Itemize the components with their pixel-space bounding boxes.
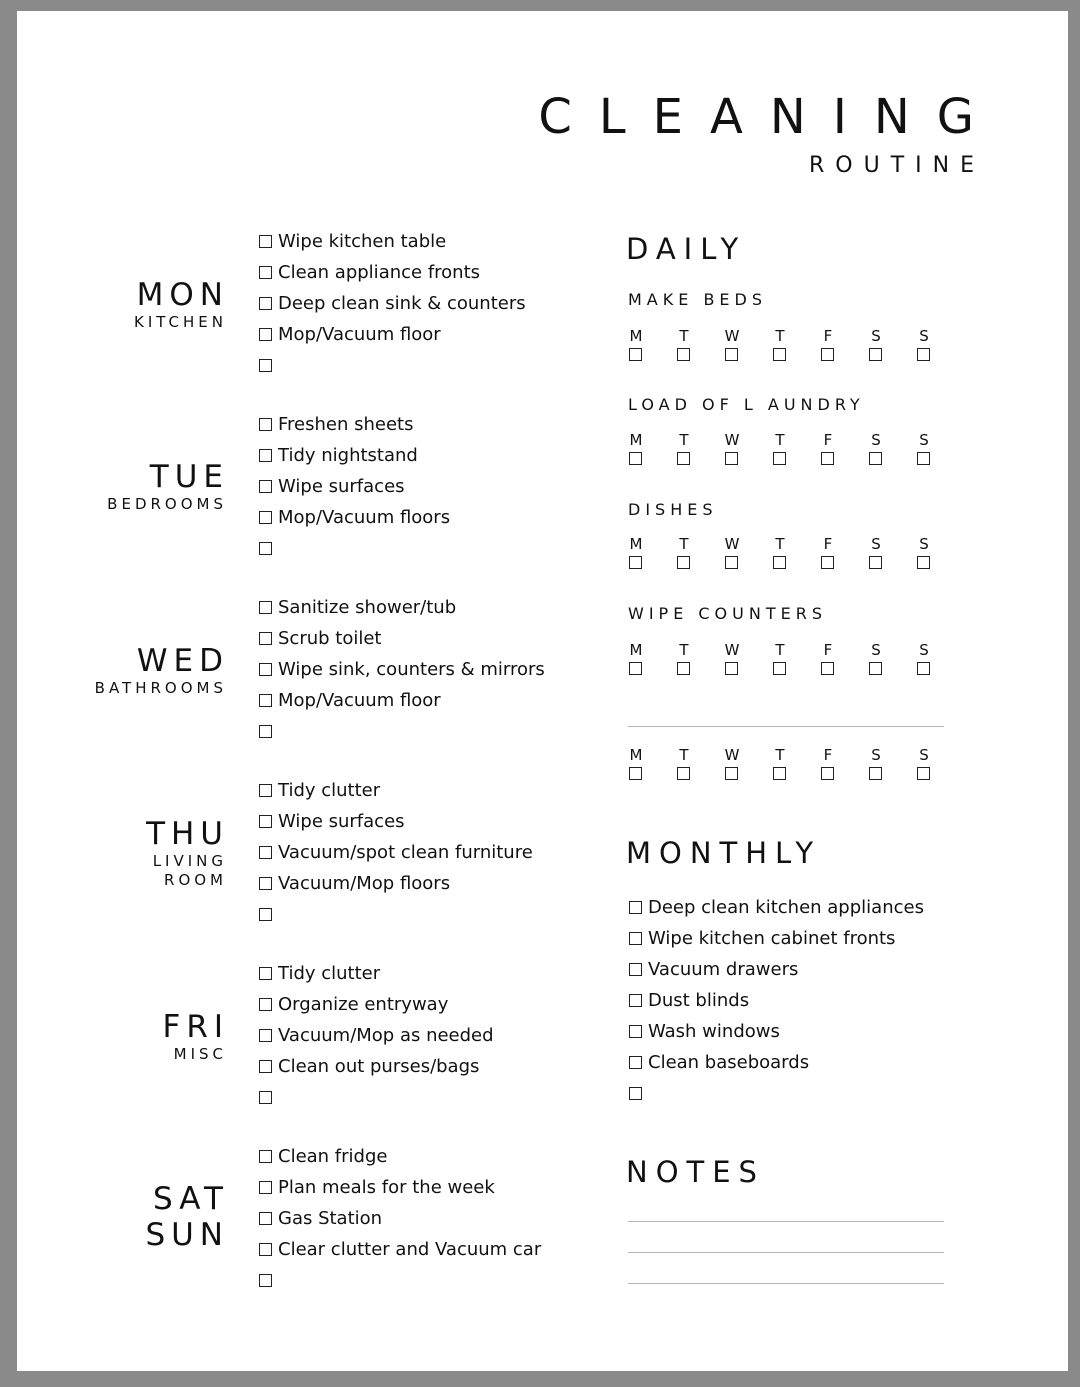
day-name: SUN [145,1217,229,1253]
task-item[interactable] [259,257,526,288]
day-heading-thu [146,816,229,890]
checkbox-icon[interactable] [917,662,930,675]
checkbox-icon[interactable] [725,662,738,675]
checkbox-icon[interactable] [259,266,272,279]
checkbox-icon[interactable] [259,998,272,1011]
day-name: THU [146,816,229,852]
checkbox-icon[interactable] [629,1056,642,1069]
weekday-label: T [775,327,785,345]
checkbox-icon[interactable] [259,815,272,828]
weekday-cell [818,641,838,675]
day-heading-tue [107,459,229,514]
checkbox-icon[interactable] [917,348,930,361]
task-item[interactable] [259,288,526,319]
checkbox-icon[interactable] [917,556,930,569]
checkbox-icon[interactable] [629,556,642,569]
task-item[interactable] [629,892,924,923]
checkbox-icon[interactable] [677,767,690,780]
checkbox-icon[interactable] [773,767,786,780]
habit-label: MAKE BEDS [628,290,767,309]
task-label: Tidy nightstand [278,445,418,466]
day-area: KITCHEN [134,313,227,331]
checkbox-icon[interactable] [821,767,834,780]
weekday-label: T [775,431,785,449]
day-heading-fri [162,1009,229,1064]
weekday-label: T [679,535,689,553]
task-list-wed [259,592,545,747]
weekday-cell [866,746,886,780]
checkbox-icon[interactable] [259,480,272,493]
notes-line[interactable] [628,1252,944,1253]
monthly-heading: MONTHLY [626,836,822,870]
weekday-label: F [823,327,833,345]
day-area: BEDROOMS [107,495,227,513]
weekday-label: S [919,641,929,659]
page-title: CLEANING [538,89,1001,145]
weekday-label: W [724,535,740,553]
weekday-label: S [871,431,881,449]
checkbox-icon[interactable] [629,932,642,945]
weekday-cell [866,327,886,361]
weekday-cell [770,535,790,569]
task-label: Clean out purses/bags [278,1056,480,1077]
weekday-label: W [724,746,740,764]
task-item[interactable] [259,440,450,471]
weekday-cell [626,431,646,465]
task-list-fri [259,958,494,1113]
habit-week-grid [626,327,946,367]
task-label: Clean appliance fronts [278,262,481,283]
checkbox-icon[interactable] [917,452,930,465]
task-item[interactable] [259,1234,541,1265]
weekday-cell [674,431,694,465]
weekday-cell [722,431,742,465]
weekday-label: S [871,746,881,764]
checkbox-icon[interactable] [821,556,834,569]
weekday-label: M [629,641,643,659]
task-item[interactable] [259,1051,494,1082]
task-item[interactable] [259,775,533,806]
checkbox-icon[interactable] [629,452,642,465]
weekday-cell [818,431,838,465]
checkbox-icon[interactable] [629,963,642,976]
task-item[interactable] [259,592,545,623]
checkbox-icon[interactable] [259,297,272,310]
checkbox-icon[interactable] [259,328,272,341]
weekday-cell [770,746,790,780]
checkbox-icon[interactable] [869,767,882,780]
day-name: TUE [149,459,229,495]
task-item[interactable] [259,471,450,502]
checkbox-icon[interactable] [259,1029,272,1042]
checkbox-icon[interactable] [677,662,690,675]
weekday-label: T [679,746,689,764]
weekday-cell [626,746,646,780]
checkbox-icon[interactable] [259,967,272,980]
weekday-cell [674,535,694,569]
task-item[interactable] [259,1020,494,1051]
task-item[interactable] [259,958,494,989]
checkbox-icon[interactable] [629,1025,642,1038]
task-item[interactable] [259,989,494,1020]
habit-week-grid [626,641,946,681]
task-item[interactable] [259,623,545,654]
day-area: BATHROOMS [94,679,227,697]
weekday-label: W [724,327,740,345]
checkbox-icon[interactable] [821,452,834,465]
task-item[interactable] [259,350,526,381]
task-item[interactable] [259,1141,541,1172]
task-list-tue [259,409,450,564]
task-label: Tidy clutter [278,780,381,801]
task-item[interactable] [259,1265,541,1296]
notes-line[interactable] [628,1283,944,1284]
weekday-cell [914,641,934,675]
habit-label: DISHES [628,500,718,519]
checkbox-icon[interactable] [259,784,272,797]
task-label: Mop/Vacuum floors [278,507,451,528]
checkbox-icon[interactable] [259,1243,272,1256]
checkbox-icon[interactable] [725,348,738,361]
checkbox-icon[interactable] [259,542,272,555]
task-label: Freshen sheets [278,414,414,435]
task-list-thu [259,775,533,930]
checkbox-icon[interactable] [869,662,882,675]
weekday-label: M [629,746,643,764]
task-label: Vacuum drawers [648,959,799,980]
task-label: Clean baseboards [648,1052,810,1073]
weekday-cell [914,431,934,465]
task-label: Deep clean sink & counters [278,293,526,314]
notes-line[interactable] [628,1221,944,1222]
checkbox-icon[interactable] [917,767,930,780]
task-label: Wipe surfaces [278,476,405,497]
checkbox-icon[interactable] [259,359,272,372]
weekday-label: S [871,327,881,345]
task-label: Plan meals for the week [278,1177,495,1198]
weekday-cell [674,641,694,675]
checkbox-icon[interactable] [259,1060,272,1073]
day-heading-wed [94,643,229,698]
weekday-label: T [679,327,689,345]
task-label: Wash windows [648,1021,780,1042]
day-name: MON [136,277,229,313]
weekday-label: S [919,746,929,764]
checkbox-icon[interactable] [259,632,272,645]
weekday-label: S [919,431,929,449]
weekday-label: F [823,746,833,764]
task-item[interactable] [629,985,924,1016]
weekday-label: S [871,641,881,659]
weekday-cell [914,746,934,780]
checkbox-icon[interactable] [259,449,272,462]
weekday-label: T [775,535,785,553]
weekday-label: M [629,431,643,449]
task-item[interactable] [259,1082,494,1113]
task-item[interactable] [259,716,545,747]
task-label: Clear clutter and Vacuum car [278,1239,542,1260]
task-label: Wipe sink, counters & mirrors [278,659,545,680]
checkbox-icon[interactable] [259,511,272,524]
checkbox-icon[interactable] [725,556,738,569]
checkbox-icon[interactable] [629,662,642,675]
task-label: Wipe surfaces [278,811,405,832]
task-item[interactable] [259,533,450,564]
notes-heading: NOTES [626,1155,765,1189]
checkbox-icon[interactable] [677,348,690,361]
task-label: Wipe kitchen cabinet fronts [648,928,896,949]
day-heading-mon [134,277,229,332]
weekday-cell [770,641,790,675]
day-area-line: LIVING [152,852,227,870]
task-item[interactable] [259,226,526,257]
checkbox-icon[interactable] [725,452,738,465]
task-label: Mop/Vacuum floor [278,324,441,345]
checkbox-icon[interactable] [677,452,690,465]
task-label: Gas Station [278,1208,383,1229]
cleaning-routine-sheet [17,11,1068,1371]
task-item[interactable] [259,319,526,350]
day-name: FRI [162,1009,229,1045]
weekday-cell [722,535,742,569]
weekday-label: T [679,431,689,449]
weekday-cell [866,535,886,569]
task-label: Vacuum/Mop as needed [278,1025,494,1046]
weekday-label: M [629,327,643,345]
task-label: Deep clean kitchen appliances [648,897,924,918]
task-item[interactable] [259,409,450,440]
checkbox-icon[interactable] [869,556,882,569]
weekday-label: S [871,535,881,553]
checkbox-icon[interactable] [629,348,642,361]
task-label: Sanitize shower/tub [278,597,457,618]
task-label: Dust blinds [648,990,750,1011]
weekday-cell [914,327,934,361]
task-item[interactable] [259,654,545,685]
task-item[interactable] [259,1203,541,1234]
checkbox-icon[interactable] [629,901,642,914]
checkbox-icon[interactable] [259,725,272,738]
custom-habit-line[interactable] [628,726,944,727]
weekday-label: T [679,641,689,659]
weekday-label: M [629,535,643,553]
checkbox-icon[interactable] [259,694,272,707]
weekday-label: F [823,431,833,449]
weekday-label: F [823,641,833,659]
checkbox-icon[interactable] [629,994,642,1007]
checkbox-icon[interactable] [259,235,272,248]
daily-heading: DAILY [626,232,747,266]
task-label: Scrub toilet [278,628,382,649]
weekday-cell [770,431,790,465]
day-area-line: ROOM [164,871,227,889]
checkbox-icon[interactable] [259,1274,272,1287]
checkbox-icon[interactable] [259,601,272,614]
checkbox-icon[interactable] [773,348,786,361]
weekday-label: W [724,641,740,659]
checkbox-icon[interactable] [259,418,272,431]
checkbox-icon[interactable] [773,452,786,465]
task-list-weekend [259,1141,541,1296]
habit-week-grid [626,431,946,471]
checkbox-icon[interactable] [869,452,882,465]
weekday-cell [674,746,694,780]
task-item[interactable] [629,954,924,985]
page-subtitle: ROUTINE [809,153,985,178]
task-label: Tidy clutter [278,963,381,984]
task-item[interactable] [259,806,533,837]
weekday-cell [818,535,838,569]
task-item[interactable] [629,923,924,954]
checkbox-icon[interactable] [259,908,272,921]
checkbox-icon[interactable] [259,1181,272,1194]
weekday-label: T [775,641,785,659]
weekday-cell [818,327,838,361]
checkbox-icon[interactable] [629,1087,642,1100]
checkbox-icon[interactable] [821,662,834,675]
task-list-mon [259,226,526,381]
task-label: Wipe kitchen table [278,231,447,252]
weekday-cell [914,535,934,569]
checkbox-icon[interactable] [629,767,642,780]
weekday-cell [674,327,694,361]
checkbox-icon[interactable] [869,348,882,361]
weekday-cell [626,327,646,361]
checkbox-icon[interactable] [259,1091,272,1104]
day-name: SAT [153,1181,229,1217]
day-heading-weekend [145,1181,229,1253]
task-label: Mop/Vacuum floor [278,690,441,711]
habit-week-grid [626,746,946,786]
weekday-label: F [823,535,833,553]
checkbox-icon[interactable] [259,877,272,890]
task-item[interactable] [629,1047,924,1078]
weekday-cell [722,746,742,780]
checkbox-icon[interactable] [259,1150,272,1163]
day-area: MISC [173,1045,227,1063]
task-item[interactable] [259,1172,541,1203]
weekday-cell [770,327,790,361]
checkbox-icon[interactable] [725,767,738,780]
task-label: Organize entryway [278,994,449,1015]
checkbox-icon[interactable] [773,556,786,569]
checkbox-icon[interactable] [773,662,786,675]
day-name: WED [136,643,229,679]
checkbox-icon[interactable] [821,348,834,361]
weekday-cell [866,431,886,465]
task-item[interactable] [629,1016,924,1047]
weekday-cell [626,535,646,569]
weekday-label: T [775,746,785,764]
habit-label: LOAD OF L AUNDRY [628,395,865,414]
checkbox-icon[interactable] [677,556,690,569]
task-item[interactable] [259,837,533,868]
weekday-label: S [919,535,929,553]
checkbox-icon[interactable] [259,1212,272,1225]
task-label: Clean fridge [278,1146,388,1167]
habit-week-grid [626,535,946,575]
weekday-cell [818,746,838,780]
task-item[interactable] [629,1078,924,1109]
task-label: Vacuum/spot clean furniture [278,842,533,863]
task-label: Vacuum/Mop floors [278,873,451,894]
weekday-cell [626,641,646,675]
monthly-task-list [629,892,924,1109]
task-item[interactable] [259,685,545,716]
task-item[interactable] [259,868,533,899]
weekday-cell [722,327,742,361]
task-item[interactable] [259,899,533,930]
task-item[interactable] [259,502,450,533]
weekday-cell [722,641,742,675]
checkbox-icon[interactable] [259,846,272,859]
weekday-cell [866,641,886,675]
checkbox-icon[interactable] [259,663,272,676]
weekday-label: S [919,327,929,345]
habit-label: WIPE COUNTERS [628,604,827,623]
weekday-label: W [724,431,740,449]
